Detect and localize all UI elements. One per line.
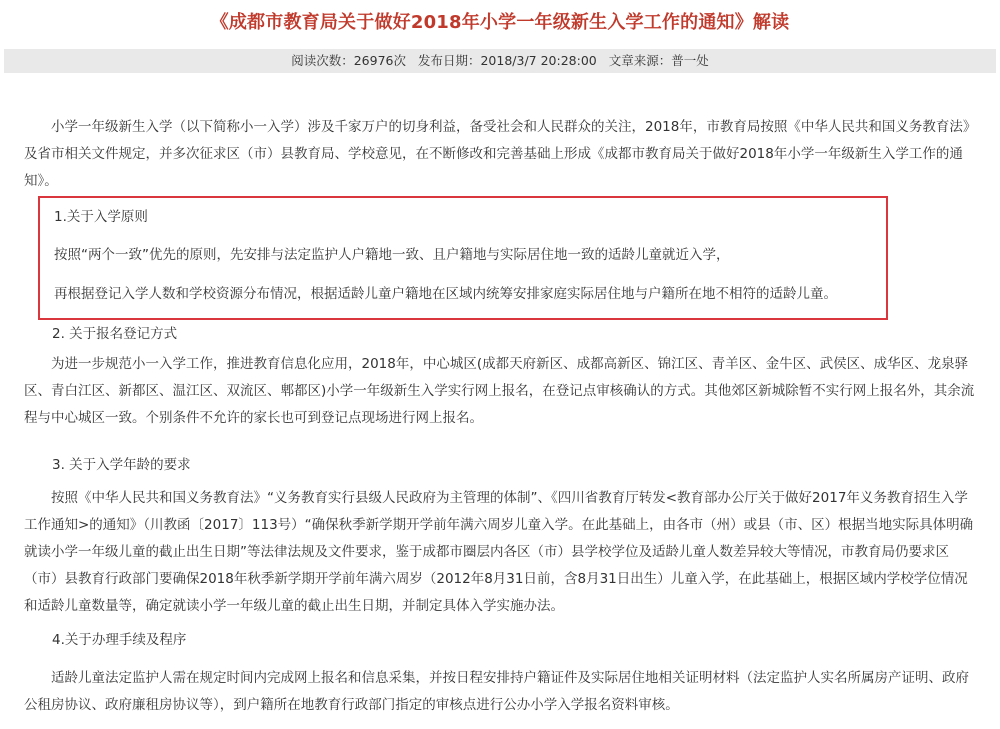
section1-line1: 按照“两个一致”优先的原则，先安排与法定监护人户籍地一致、且户籍地与实际居住地一致的适龄儿童就近入学， bbox=[54, 247, 730, 263]
view-count: 阅读次数：26976次 bbox=[291, 53, 406, 68]
section4-text: 适龄儿童法定监护人需在规定时间内完成网上报名和信息采集，并按日程安排持户籍证件及实际居住地相关证明材料（法定监护人实名所属房产证明、政府公租房协议、政府廉租房协议等），到户籍所在地教育行政部门指定的审核点进行公办小学入学报名资料审核。 bbox=[24, 670, 969, 713]
section2-heading: 2. 关于报名登记方式 bbox=[52, 326, 178, 342]
section4-paragraph bbox=[24, 665, 980, 719]
publish-date: 发布日期：2018/3/7 20:28:00 bbox=[417, 53, 597, 68]
section3-heading: 3. 关于入学年龄的要求 bbox=[52, 457, 191, 473]
section2-paragraph bbox=[24, 351, 980, 432]
section4-heading: 4.关于办理手续及程序 bbox=[52, 632, 187, 648]
section3-text: 按照《中华人民共和国义务教育法》“义务教育实行县级人民政府为主管理的体制”、《四川省教育厅转发<教育部办公厅关于做好2017年义务教育招生入学工作通知>的通知》（川教函〔2017〕113号）“确保秋季新学期开学前年满六周岁儿童入学。在此基础上，由各市（州）或县（市、区）根据当地实际具体明确就读小学一年级儿童的截止出生日期”等法律法规及文件要求，鉴于成都市圈层内各区（市）县学校学位及适龄儿童人数差异较大等情况，市教育局仍要求区（市）县教育行政部门要确保2018年秋季新学期开学前年满六周岁（2012年8月31日前，含8月31日出生）儿童入学，在此基础上，根据区域内学校学位情况和适龄儿童数量等，确定就读小学一年级儿童的截止出生日期，并制定具体入学实施办法。 bbox=[24, 490, 974, 614]
article-meta-bar bbox=[4, 49, 996, 73]
intro-paragraph bbox=[24, 114, 980, 195]
section1-line2: 再根据登记入学人数和学校资源分布情况，根据适龄儿童户籍地在区域内统筹安排家庭实际居住地与户籍所在地不相符的适龄儿童。 bbox=[54, 286, 837, 302]
section1-heading: 1.关于入学原则 bbox=[54, 209, 148, 225]
article-title: 《成都市教育局关于做好2018年小学一年级新生入学工作的通知》解读 bbox=[210, 12, 790, 33]
article-source: 文章来源：普一处 bbox=[608, 53, 709, 68]
section3-paragraph bbox=[24, 485, 980, 620]
section2-text: 为进一步规范小一入学工作，推进教育信息化应用，2018年，中心城区(成都天府新区、成都高新区、锦江区、青羊区、金牛区、武侯区、成华区、龙泉驿区、青白江区、新都区、温江区、双流区、郫都区)小学一年级新生入学实行网上报名，在登记点审核确认的方式。其他郊区新城除暂不实行网上报名外，其余流程与中心城区一致。个别条件不允许的家长也可到登记点现场进行网上报名。 bbox=[24, 356, 975, 426]
intro-text: 小学一年级新生入学（以下简称小一入学）涉及千家万户的切身利益，备受社会和人民群众的关注，2018年，市教育局按照《中华人民共和国义务教育法》及省市相关文件规定，并多次征求区（市）县教育局、学校意见，在不断修改和完善基础上形成《成都市教育局关于做好2018年小学一年级新生入学工作的通知》。 bbox=[24, 119, 977, 189]
highlight-box bbox=[38, 196, 888, 320]
